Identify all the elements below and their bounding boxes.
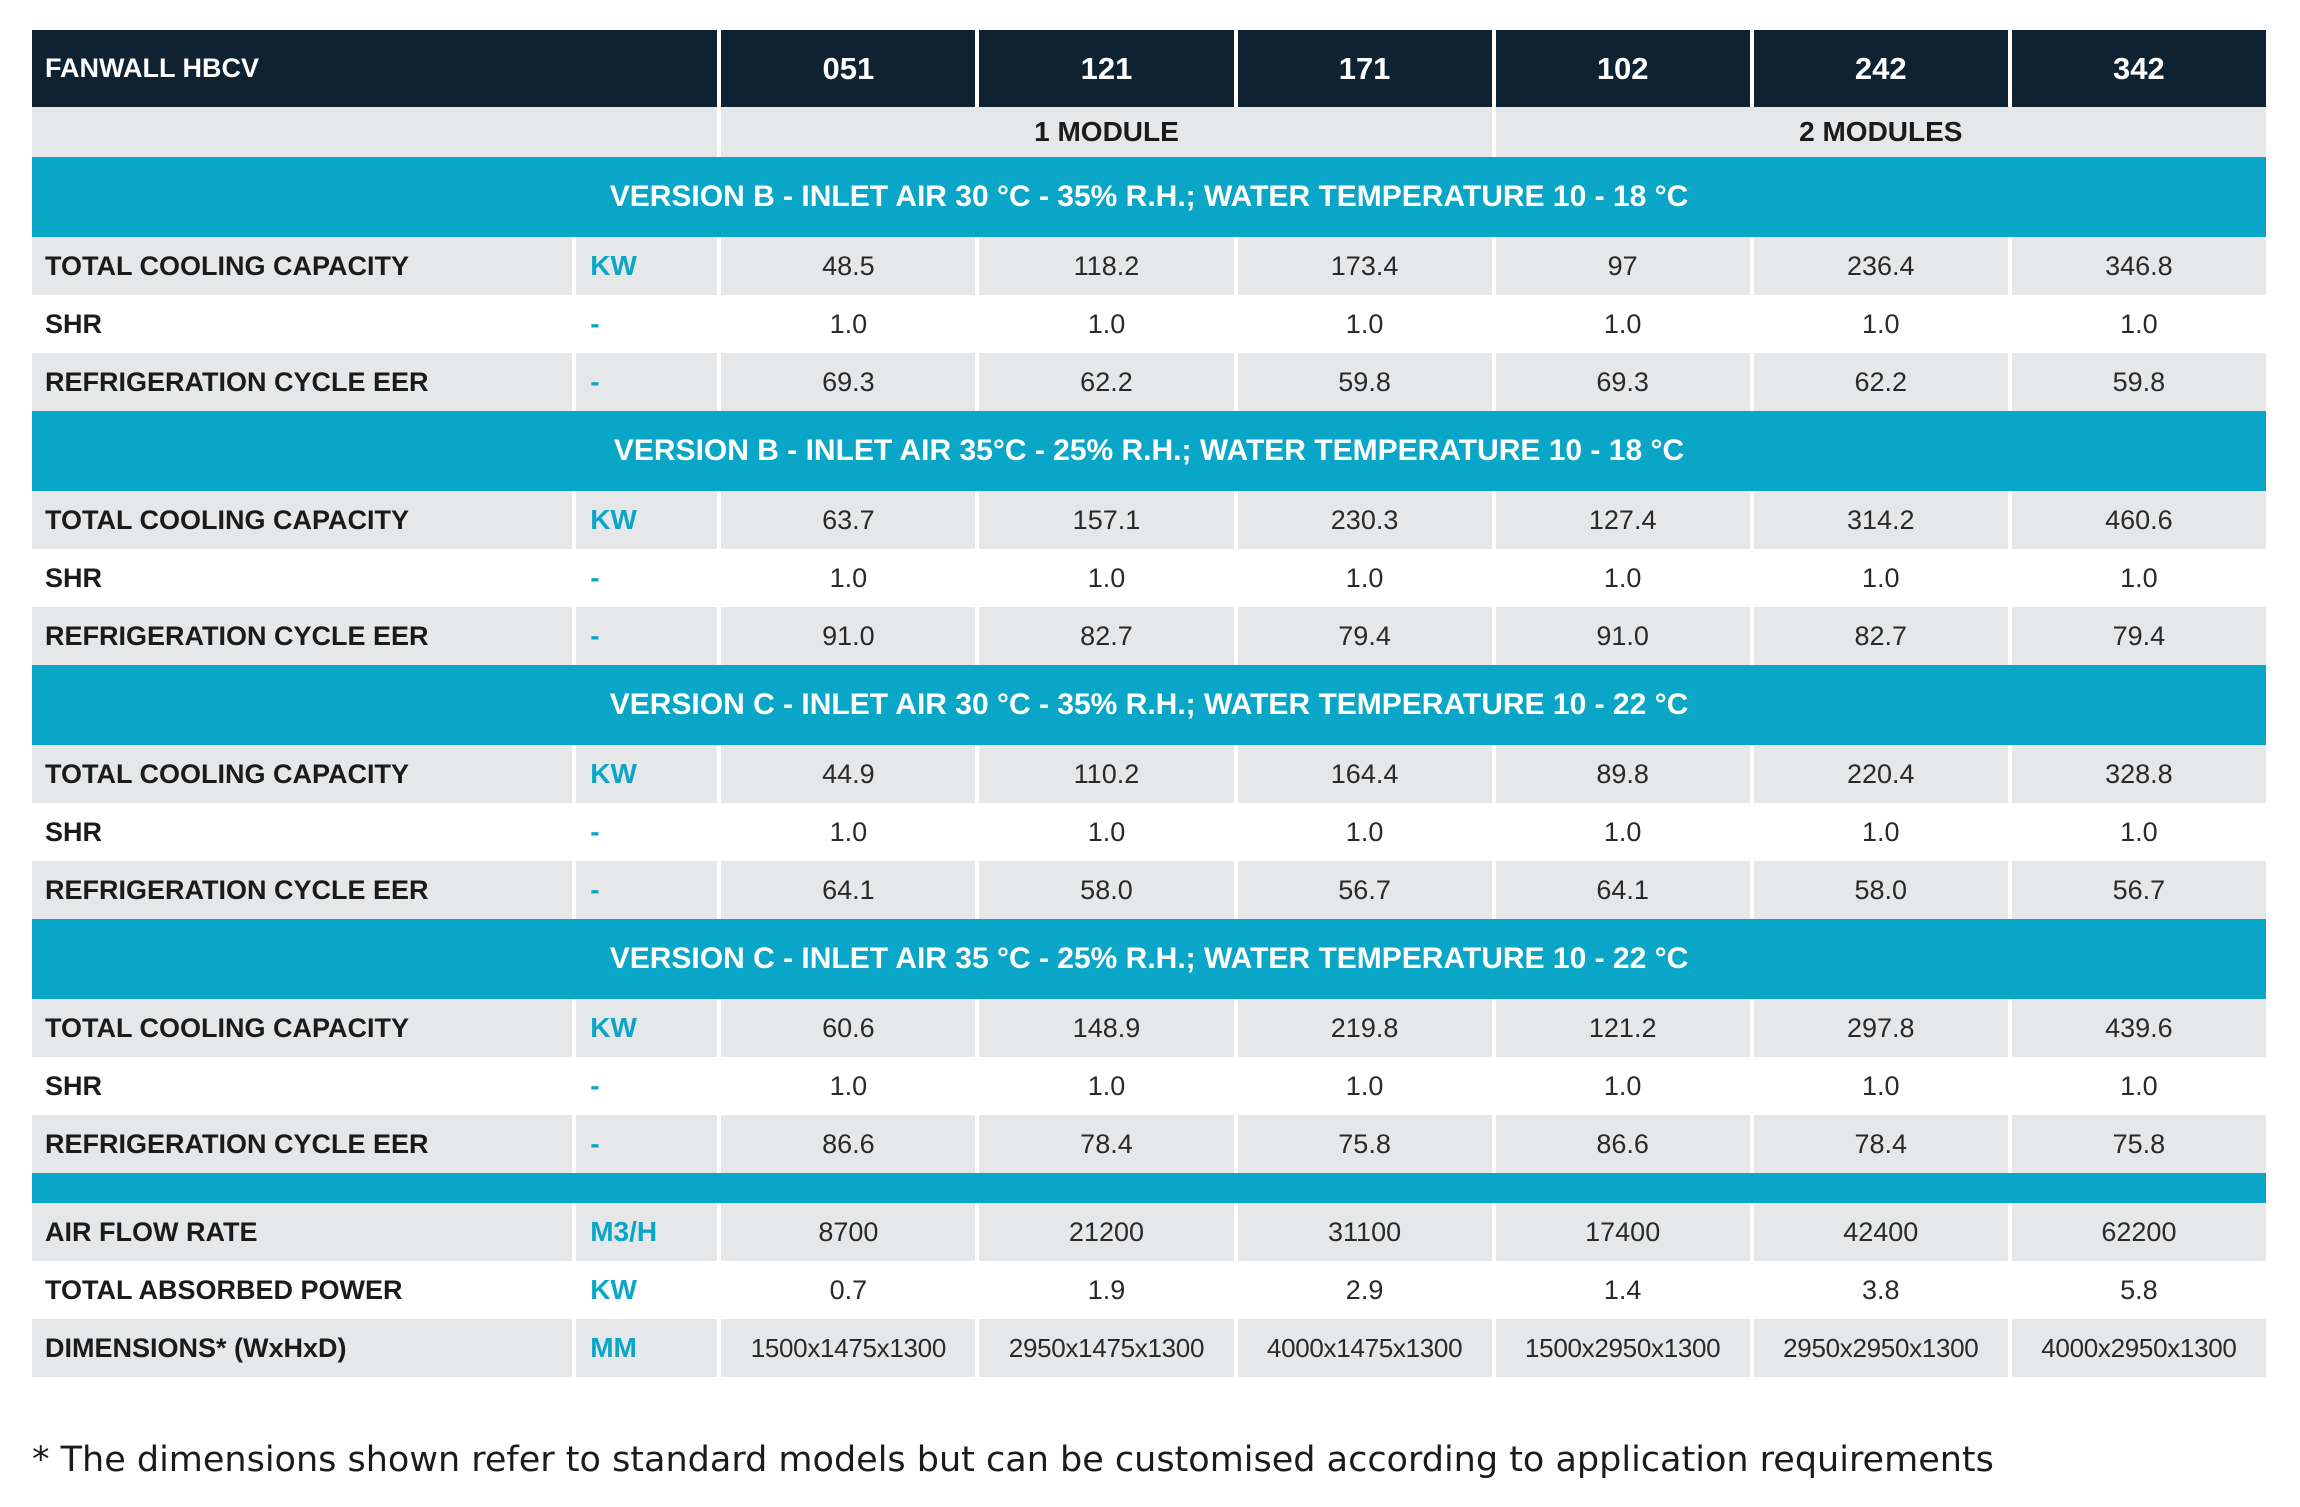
table-row [32, 1319, 2266, 1377]
row-unit: KW [576, 491, 717, 549]
row-label: REFRIGERATION CYCLE EER [32, 607, 572, 665]
value-cell-051: 1.0 [721, 549, 975, 607]
value-cell-121: 62.2 [979, 353, 1233, 411]
value-cell-171: 1.0 [1238, 549, 1492, 607]
value-cell-171: 230.3 [1238, 491, 1492, 549]
value-cell-051: 44.9 [721, 745, 975, 803]
section-title: VERSION B - INLET AIR 30 °C - 35% R.H.; WATER TEMPERATURE 10 - 18 °C [32, 157, 2266, 237]
group-one-module: 1 MODULE [721, 107, 1491, 157]
section-title: VERSION B - INLET AIR 35°C - 25% R.H.; WATER TEMPERATURE 10 - 18 °C [32, 411, 2266, 491]
table-row [32, 237, 2266, 295]
value-cell-242: 42400 [1754, 1203, 2008, 1261]
value-cell-342: 328.8 [2012, 745, 2266, 803]
row-unit: KW [576, 1261, 717, 1319]
model-171-header: 171 [1238, 30, 1492, 107]
value-cell-121: 148.9 [979, 999, 1233, 1057]
section-header-row [32, 919, 2266, 999]
row-label: TOTAL COOLING CAPACITY [32, 237, 572, 295]
row-label: REFRIGERATION CYCLE EER [32, 1115, 572, 1173]
row-unit: - [576, 803, 717, 861]
value-cell-171: 2.9 [1238, 1261, 1492, 1319]
value-cell-102: 127.4 [1496, 491, 1750, 549]
value-cell-102: 1.0 [1496, 549, 1750, 607]
value-cell-171: 4000x1475x1300 [1238, 1319, 1492, 1377]
value-cell-171: 219.8 [1238, 999, 1492, 1057]
section-header-row [32, 157, 2266, 237]
value-cell-171: 173.4 [1238, 237, 1492, 295]
value-cell-121: 58.0 [979, 861, 1233, 919]
value-cell-171: 75.8 [1238, 1115, 1492, 1173]
model-121-header: 121 [979, 30, 1233, 107]
value-cell-171: 1.0 [1238, 295, 1492, 353]
section-title: VERSION C - INLET AIR 35 °C - 25% R.H.; WATER TEMPERATURE 10 - 22 °C [32, 919, 2266, 999]
value-cell-121: 157.1 [979, 491, 1233, 549]
section-header-row [32, 665, 2266, 745]
value-cell-121: 110.2 [979, 745, 1233, 803]
value-cell-051: 1.0 [721, 803, 975, 861]
model-102-header: 102 [1496, 30, 1750, 107]
row-unit: - [576, 1115, 717, 1173]
value-cell-342: 4000x2950x1300 [2012, 1319, 2266, 1377]
value-cell-121: 1.0 [979, 1057, 1233, 1115]
row-unit: - [576, 295, 717, 353]
row-label: TOTAL COOLING CAPACITY [32, 999, 572, 1057]
general-divider-bar [32, 1173, 2266, 1203]
row-unit: KW [576, 999, 717, 1057]
value-cell-102: 1.4 [1496, 1261, 1750, 1319]
value-cell-171: 56.7 [1238, 861, 1492, 919]
value-cell-102: 69.3 [1496, 353, 1750, 411]
value-cell-342: 56.7 [2012, 861, 2266, 919]
value-cell-051: 0.7 [721, 1261, 975, 1319]
table-title: FANWALL HBCV [32, 30, 717, 107]
model-header-row [32, 30, 2266, 107]
value-cell-342: 62200 [2012, 1203, 2266, 1261]
value-cell-171: 79.4 [1238, 607, 1492, 665]
value-cell-102: 89.8 [1496, 745, 1750, 803]
table-row [32, 1115, 2266, 1173]
section-header-row [32, 411, 2266, 491]
general-body [32, 1173, 2266, 1377]
value-cell-051: 48.5 [721, 237, 975, 295]
value-cell-051: 1.0 [721, 295, 975, 353]
table-row [32, 549, 2266, 607]
value-cell-102: 64.1 [1496, 861, 1750, 919]
value-cell-242: 58.0 [1754, 861, 2008, 919]
model-242-header: 242 [1754, 30, 2008, 107]
table-row [32, 745, 2266, 803]
value-cell-051: 91.0 [721, 607, 975, 665]
value-cell-242: 314.2 [1754, 491, 2008, 549]
row-label: TOTAL ABSORBED POWER [32, 1261, 572, 1319]
row-unit: M3/H [576, 1203, 717, 1261]
row-unit: KW [576, 745, 717, 803]
value-cell-102: 1.0 [1496, 1057, 1750, 1115]
table-row [32, 1203, 2266, 1261]
value-cell-051: 1.0 [721, 1057, 975, 1115]
value-cell-242: 3.8 [1754, 1261, 2008, 1319]
value-cell-342: 439.6 [2012, 999, 2266, 1057]
value-cell-171: 31100 [1238, 1203, 1492, 1261]
value-cell-242: 236.4 [1754, 237, 2008, 295]
value-cell-242: 78.4 [1754, 1115, 2008, 1173]
module-group-blank [32, 107, 717, 157]
value-cell-102: 97 [1496, 237, 1750, 295]
table-row [32, 999, 2266, 1057]
divider-cell [32, 1173, 2266, 1203]
table-row [32, 491, 2266, 549]
value-cell-121: 82.7 [979, 607, 1233, 665]
row-label: SHR [32, 295, 572, 353]
table-row [32, 1261, 2266, 1319]
value-cell-342: 1.0 [2012, 1057, 2266, 1115]
value-cell-171: 164.4 [1238, 745, 1492, 803]
value-cell-051: 1500x1475x1300 [721, 1319, 975, 1377]
value-cell-342: 460.6 [2012, 491, 2266, 549]
value-cell-171: 1.0 [1238, 803, 1492, 861]
value-cell-121: 1.0 [979, 803, 1233, 861]
value-cell-242: 220.4 [1754, 745, 2008, 803]
value-cell-342: 346.8 [2012, 237, 2266, 295]
value-cell-242: 1.0 [1754, 803, 2008, 861]
row-label: AIR FLOW RATE [32, 1203, 572, 1261]
value-cell-242: 297.8 [1754, 999, 2008, 1057]
value-cell-171: 1.0 [1238, 1057, 1492, 1115]
value-cell-102: 91.0 [1496, 607, 1750, 665]
row-label: REFRIGERATION CYCLE EER [32, 861, 572, 919]
value-cell-121: 118.2 [979, 237, 1233, 295]
row-unit: - [576, 607, 717, 665]
row-label: REFRIGERATION CYCLE EER [32, 353, 572, 411]
row-unit: MM [576, 1319, 717, 1377]
sections-body [32, 157, 2266, 1173]
value-cell-342: 79.4 [2012, 607, 2266, 665]
row-label: DIMENSIONS* (WxHxD) [32, 1319, 572, 1377]
value-cell-121: 1.0 [979, 549, 1233, 607]
model-342-header: 342 [2012, 30, 2266, 107]
value-cell-102: 1.0 [1496, 803, 1750, 861]
row-unit: - [576, 1057, 717, 1115]
value-cell-051: 8700 [721, 1203, 975, 1261]
spec-table [28, 30, 2270, 1377]
value-cell-242: 1.0 [1754, 295, 2008, 353]
table-row [32, 861, 2266, 919]
table-row [32, 803, 2266, 861]
row-label: SHR [32, 803, 572, 861]
value-cell-051: 69.3 [721, 353, 975, 411]
group-two-modules: 2 MODULES [1496, 107, 2266, 157]
value-cell-242: 1.0 [1754, 1057, 2008, 1115]
value-cell-102: 1.0 [1496, 295, 1750, 353]
table-row [32, 1057, 2266, 1115]
value-cell-102: 86.6 [1496, 1115, 1750, 1173]
table-row [32, 295, 2266, 353]
value-cell-342: 1.0 [2012, 803, 2266, 861]
value-cell-051: 64.1 [721, 861, 975, 919]
value-cell-342: 59.8 [2012, 353, 2266, 411]
footnote: * The dimensions shown refer to standard models but can be customised according to application requirements [32, 1440, 1994, 1480]
model-051-header: 051 [721, 30, 975, 107]
value-cell-102: 1500x2950x1300 [1496, 1319, 1750, 1377]
value-cell-242: 1.0 [1754, 549, 2008, 607]
value-cell-121: 2950x1475x1300 [979, 1319, 1233, 1377]
value-cell-242: 2950x2950x1300 [1754, 1319, 2008, 1377]
spec-table-wrapper [32, 30, 2274, 1377]
table-row [32, 353, 2266, 411]
row-unit: KW [576, 237, 717, 295]
value-cell-242: 62.2 [1754, 353, 2008, 411]
value-cell-121: 21200 [979, 1203, 1233, 1261]
value-cell-342: 1.0 [2012, 549, 2266, 607]
row-unit: - [576, 353, 717, 411]
module-group-row [32, 107, 2266, 157]
section-title: VERSION C - INLET AIR 30 °C - 35% R.H.; WATER TEMPERATURE 10 - 22 °C [32, 665, 2266, 745]
value-cell-102: 121.2 [1496, 999, 1750, 1057]
value-cell-242: 82.7 [1754, 607, 2008, 665]
row-label: SHR [32, 1057, 572, 1115]
value-cell-342: 75.8 [2012, 1115, 2266, 1173]
row-label: SHR [32, 549, 572, 607]
row-unit: - [576, 549, 717, 607]
value-cell-342: 1.0 [2012, 295, 2266, 353]
row-label: TOTAL COOLING CAPACITY [32, 491, 572, 549]
value-cell-051: 86.6 [721, 1115, 975, 1173]
row-label: TOTAL COOLING CAPACITY [32, 745, 572, 803]
value-cell-051: 63.7 [721, 491, 975, 549]
value-cell-342: 5.8 [2012, 1261, 2266, 1319]
table-row [32, 607, 2266, 665]
row-unit: - [576, 861, 717, 919]
value-cell-121: 1.9 [979, 1261, 1233, 1319]
value-cell-121: 78.4 [979, 1115, 1233, 1173]
value-cell-051: 60.6 [721, 999, 975, 1057]
value-cell-121: 1.0 [979, 295, 1233, 353]
value-cell-102: 17400 [1496, 1203, 1750, 1261]
value-cell-171: 59.8 [1238, 353, 1492, 411]
